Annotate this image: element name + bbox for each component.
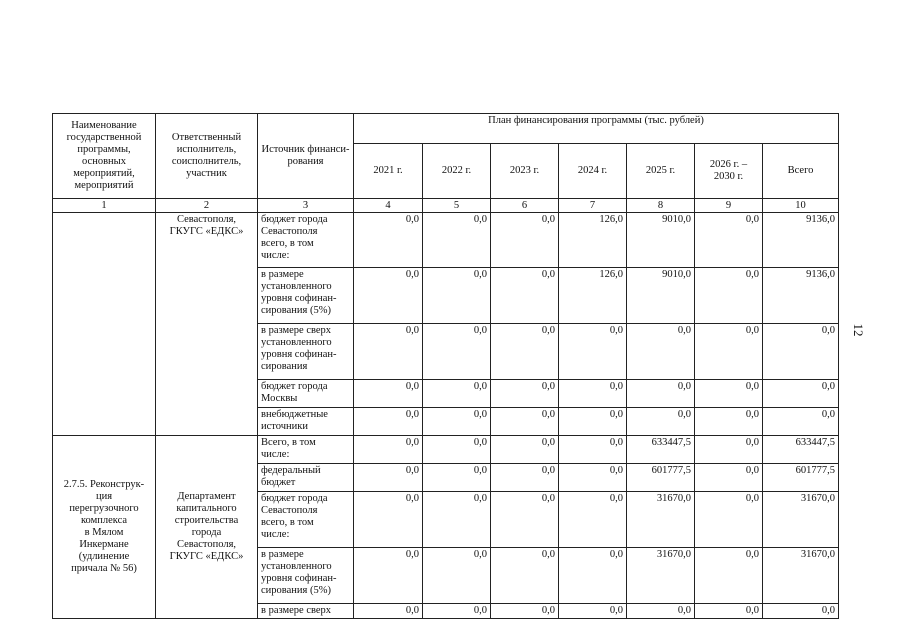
value-cell: 0,0 <box>491 324 559 380</box>
value-cell: 0,0 <box>423 380 491 408</box>
value-cell: 0,0 <box>695 268 763 324</box>
col-number-8: 8 <box>627 199 695 213</box>
col-number-4: 4 <box>354 199 423 213</box>
value-cell: 633447,5 <box>627 436 695 464</box>
header-name: Наименование государственной программы, основных мероприятий, мероприятий <box>53 114 156 199</box>
value-cell: 0,0 <box>491 213 559 268</box>
table-row <box>53 213 839 268</box>
value-cell: 0,0 <box>354 492 423 548</box>
value-cell: 0,0 <box>763 604 839 619</box>
value-cell: 0,0 <box>627 380 695 408</box>
value-cell: 0,0 <box>423 436 491 464</box>
value-cell: 0,0 <box>559 324 627 380</box>
value-cell: 0,0 <box>491 268 559 324</box>
value-cell: 0,0 <box>423 492 491 548</box>
value-cell: 31670,0 <box>763 548 839 604</box>
source-cell: в размере установленного уровня софинан- сирования (5%) <box>258 548 354 604</box>
value-cell: 0,0 <box>627 324 695 380</box>
value-cell: 0,0 <box>354 464 423 492</box>
col-number-6: 6 <box>491 199 559 213</box>
header-year-2025: 2025 г. <box>627 144 695 199</box>
col-number-2: 2 <box>156 199 258 213</box>
value-cell: 0,0 <box>559 548 627 604</box>
value-cell: 0,0 <box>559 380 627 408</box>
value-cell: 0,0 <box>695 492 763 548</box>
value-cell: 31670,0 <box>627 548 695 604</box>
page-number: 12 <box>851 323 866 337</box>
source-cell: внебюджетные источники <box>258 408 354 436</box>
value-cell: 0,0 <box>423 464 491 492</box>
source-cell: в размере сверх <box>258 604 354 619</box>
header-year-2023: 2023 г. <box>491 144 559 199</box>
value-cell: 601777,5 <box>763 464 839 492</box>
col-number-1: 1 <box>53 199 156 213</box>
program-name-cell: 2.7.5. Реконструк- ция перегрузочного комплекса в Мялом Инкермане (удлинение причала № 56) <box>53 436 156 619</box>
value-cell: 0,0 <box>491 464 559 492</box>
value-cell: 0,0 <box>695 380 763 408</box>
value-cell: 0,0 <box>354 548 423 604</box>
value-cell: 0,0 <box>695 324 763 380</box>
value-cell: 31670,0 <box>763 492 839 548</box>
value-cell: 0,0 <box>423 213 491 268</box>
value-cell: 633447,5 <box>763 436 839 464</box>
value-cell: 9136,0 <box>763 268 839 324</box>
financing-table <box>52 113 839 619</box>
col-number-3: 3 <box>258 199 354 213</box>
value-cell: 0,0 <box>423 548 491 604</box>
value-cell: 601777,5 <box>627 464 695 492</box>
header-year-2021: 2021 г. <box>354 144 423 199</box>
source-cell: бюджет города Москвы <box>258 380 354 408</box>
value-cell: 0,0 <box>763 324 839 380</box>
value-cell: 0,0 <box>695 408 763 436</box>
header-year-2026-2030: 2026 г. – 2030 г. <box>695 144 763 199</box>
value-cell: 0,0 <box>695 464 763 492</box>
source-cell: в размере установленного уровня софинан- сирования (5%) <box>258 268 354 324</box>
source-cell: Всего, в том числе: <box>258 436 354 464</box>
value-cell: 0,0 <box>354 408 423 436</box>
value-cell: 0,0 <box>491 380 559 408</box>
header-total: Всего <box>763 144 839 199</box>
col-number-10: 10 <box>763 199 839 213</box>
value-cell: 9136,0 <box>763 213 839 268</box>
source-cell: в размере сверх установленного уровня софинан- сирования <box>258 324 354 380</box>
value-cell: 0,0 <box>559 408 627 436</box>
value-cell: 0,0 <box>354 324 423 380</box>
value-cell: 0,0 <box>423 604 491 619</box>
header-executor: Ответственный исполнитель, соисполнитель, участник <box>156 114 258 199</box>
value-cell: 0,0 <box>763 380 839 408</box>
value-cell: 0,0 <box>559 492 627 548</box>
program-name-cell <box>53 213 156 436</box>
value-cell: 31670,0 <box>627 492 695 548</box>
value-cell: 0,0 <box>354 436 423 464</box>
value-cell: 0,0 <box>695 213 763 268</box>
source-cell: бюджет города Севастополя всего, в том числе: <box>258 213 354 268</box>
value-cell: 0,0 <box>695 548 763 604</box>
value-cell: 0,0 <box>354 604 423 619</box>
value-cell: 0,0 <box>695 604 763 619</box>
value-cell: 0,0 <box>559 604 627 619</box>
value-cell: 0,0 <box>354 213 423 268</box>
col-number-5: 5 <box>423 199 491 213</box>
value-cell: 126,0 <box>559 268 627 324</box>
value-cell: 0,0 <box>559 436 627 464</box>
executor-cell: Севастополя, ГКУГС «ЕДКС» <box>156 213 258 436</box>
header-year-2022: 2022 г. <box>423 144 491 199</box>
value-cell: 0,0 <box>491 408 559 436</box>
value-cell: 0,0 <box>763 408 839 436</box>
value-cell: 0,0 <box>491 436 559 464</box>
value-cell: 0,0 <box>423 324 491 380</box>
value-cell: 0,0 <box>491 548 559 604</box>
value-cell: 0,0 <box>423 268 491 324</box>
value-cell: 0,0 <box>354 268 423 324</box>
value-cell: 0,0 <box>695 436 763 464</box>
value-cell: 0,0 <box>354 380 423 408</box>
value-cell: 126,0 <box>559 213 627 268</box>
col-number-7: 7 <box>559 199 627 213</box>
header-plan-title: План финансирования программы (тыс. рублей) <box>354 114 839 144</box>
value-cell: 0,0 <box>491 604 559 619</box>
value-cell: 0,0 <box>627 604 695 619</box>
value-cell: 9010,0 <box>627 268 695 324</box>
executor-cell: Департамент капитального строительства города Севастополя, ГКУГС «ЕДКС» <box>156 436 258 619</box>
value-cell: 0,0 <box>627 408 695 436</box>
source-cell: бюджет города Севастополя всего, в том числе: <box>258 492 354 548</box>
value-cell: 0,0 <box>491 492 559 548</box>
value-cell: 9010,0 <box>627 213 695 268</box>
col-number-9: 9 <box>695 199 763 213</box>
source-cell: федеральный бюджет <box>258 464 354 492</box>
header-year-2024: 2024 г. <box>559 144 627 199</box>
header-source: Источник финанси-рования <box>258 114 354 199</box>
table-row <box>53 436 839 464</box>
value-cell: 0,0 <box>423 408 491 436</box>
value-cell: 0,0 <box>559 464 627 492</box>
